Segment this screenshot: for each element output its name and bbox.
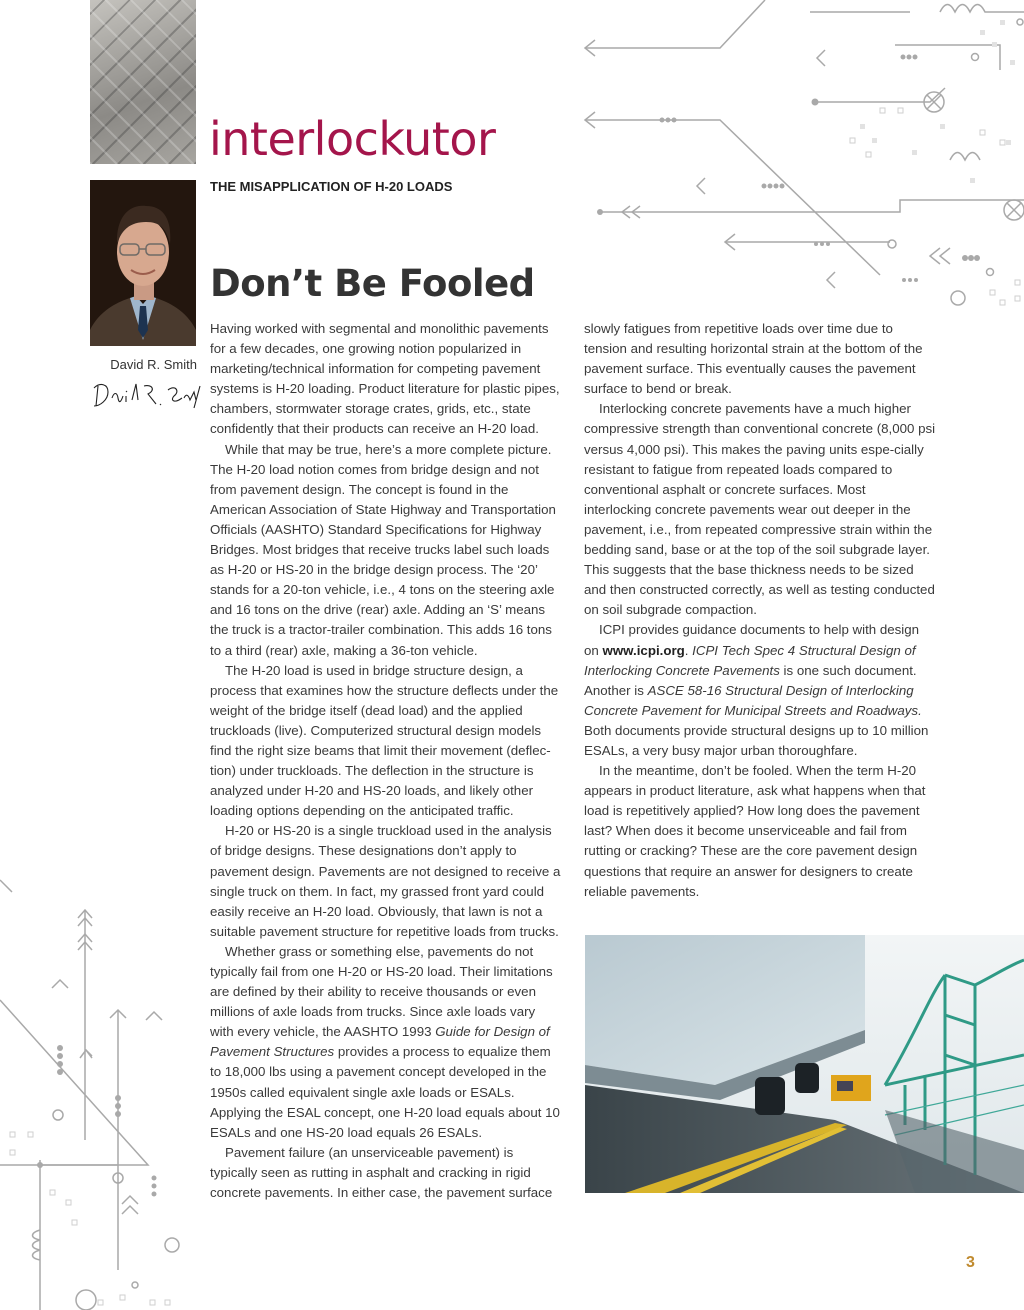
paragraph: Having worked with segmental and monolithic pavements for a few decades, one growing notion popularized in marketing/technical information for competing pavement systems is H-20 loading. Product literature for plastic pipes, chambers, stormwater storage crates, grids, etc., state confidently that their products can receive an H-20 load. <box>210 321 560 437</box>
paragraph: Pavement failure (an unserviceable pavement) is typically seen as rutting in asphalt and cracking in rigid concrete pavements. In either case, the pavement surface <box>210 1144 553 1201</box>
paragraph: While that may be true, here’s a more complete picture. The H-20 load notion comes from bridge design and not from pavement design. The concept is found in the American Association of State Highway and Transportation Officials (AASHTO) Standard Specifications for Highway Bridges. Most bridges that receive trucks label such loads as H-20 or HS-20 in the bridge design process. The ‘20’ stands for a 20-ton vehicle, i.e., 4 tons on the steering axle and 16 tons on the drive (rear) axle. Adding an ‘S’ means the truck is a tractor-trailer combination. This adds 16 tons to a third (rear) axle, making a 36-ton vehicle. <box>210 441 556 658</box>
text-run: ICPI provides guidance documents to help with design on <box>584 622 920 658</box>
icpi-website-link[interactable]: www.icpi.org <box>602 642 685 658</box>
article-headline: Don’t Be Fooled <box>210 262 535 305</box>
author-signature <box>90 378 205 410</box>
paragraph: H-20 or HS-20 is a single truckload used in the analysis of bridge designs. These designations don’t apply to pavement design. Pavements are not designed to receive a single truck on them. In fact, my grassed front yard could easily receive an H-20 load. Obviously, that lawn is not a suitable pavement structure for repetitive loads from trucks. <box>210 823 561 939</box>
circuit-decoration-left <box>0 870 200 1310</box>
paragraph: slowly fatigues from repetitive loads over time due to tension and resulting horizontal strain at the bottom of the pavement surface. This eventually causes the pavement surface to bend or break. <box>584 321 923 397</box>
paragraph <box>210 942 562 1143</box>
author-name: David R. Smith <box>110 357 197 372</box>
paragraph: Interlocking concrete pavements have a much higher compressive strength than conventional concrete (8,000 psi versus 4,000 psi). This makes the paving units espe-cially resistant to fatigue from repeated loads compared to conventional asphalt or concrete surfaces. Most interlocking concrete pavements wear out deeper in the pavement, i.e., from repeated compressive strain within the bedding sand, base or at the top of the soil subgrade layer. This suggests that the base thickness needs to be sized and then constructed correctly, as well as testing conducted on soil subgrade compaction. <box>584 401 936 618</box>
text-run: . <box>684 642 693 658</box>
paragraph: In the meantime, don’t be fooled. When the term H-20 appears in product literature, ask what happens when that load is repetitively applied? How long does the pavement last? When does it become unserviceable and fail from rutting or cracking? These are the core pavement design questions that require an answer for designers to create reliable pavements. <box>584 763 926 899</box>
text-run: Both documents provide structural designs up to 10 million ESALs, a very busy major urban thoroughfare. <box>584 722 929 758</box>
publication-title: Guide for Design of Pavement Structures <box>210 1024 550 1060</box>
paver-photo <box>90 0 196 164</box>
article-kicker: THE MISAPPLICATION OF H-20 LOADS <box>210 179 453 194</box>
text-run: is one such document. Another is <box>584 662 917 698</box>
author-photo <box>90 180 196 346</box>
circuit-decoration-top <box>560 0 1024 320</box>
publication-title: ICPI Tech Spec 4 Structural Design of Interlocking Concrete Pavements <box>584 642 916 678</box>
paragraph: The H-20 load is used in bridge structure design, a process that examines how the structure deflects under the weight of the bridge itself (dead load) and the applied truckloads (live). Computerized structural design models find the right size beams that limit their movement (deflec-tion) under truckloads. The deflection in the structure is analyzed under H-20 and HS-20 loads, and likely other loading options depending on the anticipated traffic. <box>210 662 559 819</box>
paragraph <box>584 620 936 761</box>
publication-title: ASCE 58-16 Structural Design of Interlocking Concrete Pavement for Municipal Streets and Roadways. <box>584 682 922 718</box>
article-column-1 <box>210 319 562 1203</box>
text-run: provides a process to equalize them to 18,000 lbs using a pavement concept developed in the 1950s called equivalent single axle loads or ESALs. Applying the ESAL concept, one H-20 load equals about 10 ESALs and one HS-20 load equals 26 ESALs. <box>210 1044 560 1140</box>
article-column-2 <box>584 319 936 902</box>
page-number: 3 <box>966 1254 975 1271</box>
department-logo: interlockutor <box>209 112 496 166</box>
truck-bridge-photo <box>585 935 1024 1193</box>
text-run: Whether grass or something else, pavements do not typically fail from one H-20 or HS-20 load. Their limitations are defined by their ability to receive thousands or even millions of axle loads from trucks. Since axle loads vary with every vehicle, the AASHTO 1993 <box>210 943 553 1040</box>
